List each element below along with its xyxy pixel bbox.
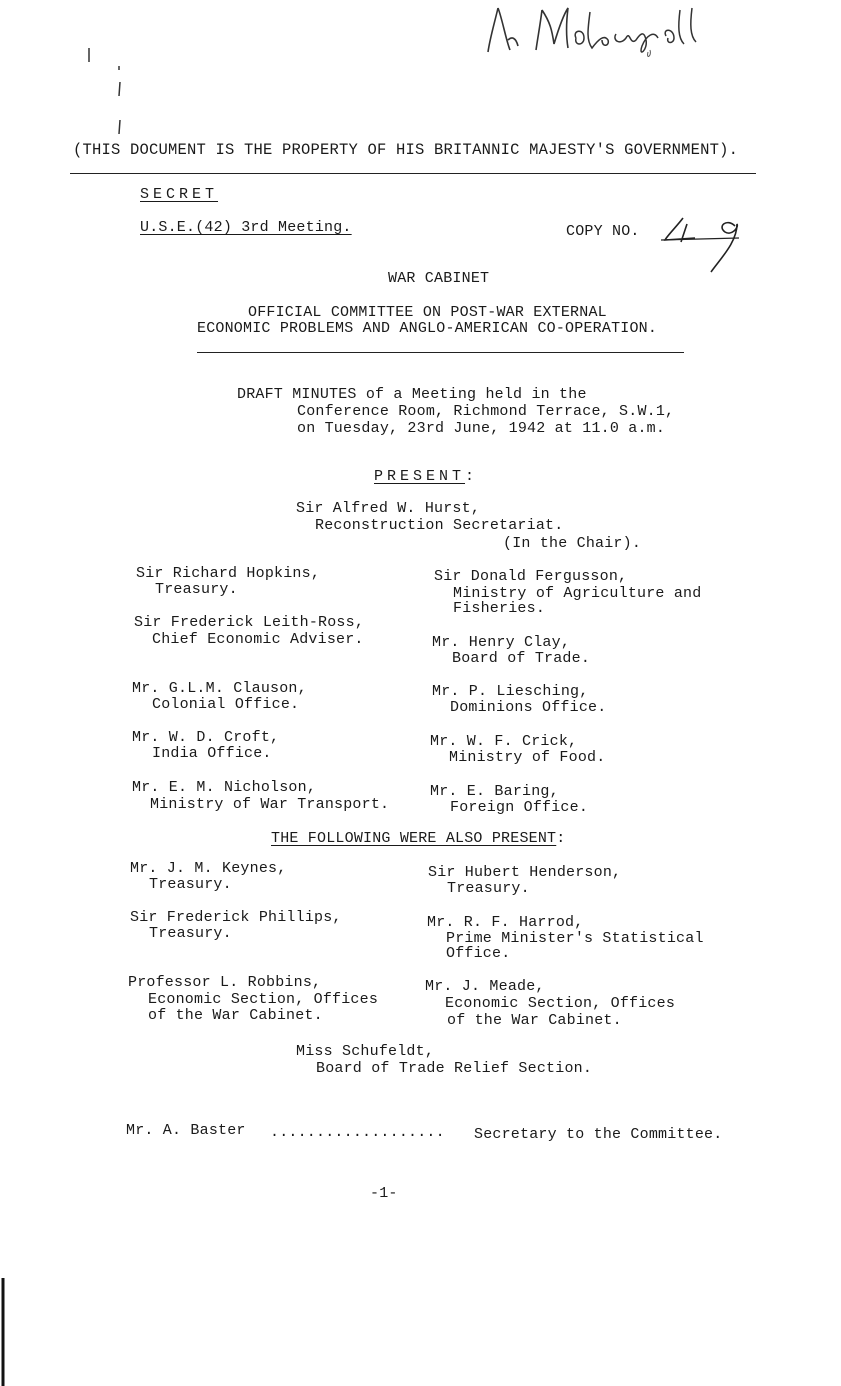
attendee-name: Mr. E. M. Nicholson, — [132, 779, 317, 796]
minutes-line-2: Conference Room, Richmond Terrace, S.W.1, — [297, 403, 675, 420]
attendee-office: Treasury. — [447, 880, 530, 897]
attendee-office: Board of Trade. — [452, 650, 591, 667]
attendee-name: Mr. Henry Clay, — [432, 634, 571, 651]
margin-marks — [84, 44, 128, 144]
attendee-office: India Office. — [152, 745, 272, 762]
committee-line-1: OFFICIAL COMMITTEE ON POST-WAR EXTERNAL — [248, 304, 607, 321]
page-number: -1- — [370, 1185, 398, 1202]
attendee-name: Mr. J. Meade, — [425, 978, 545, 995]
attendee-office: Treasury. — [149, 876, 232, 893]
property-notice: (THIS DOCUMENT IS THE PROPERTY OF HIS BRITANNIC MAJESTY'S GOVERNMENT). — [73, 141, 739, 159]
attendee-name: Sir Richard Hopkins, — [136, 565, 321, 582]
secretary-leader: ................... — [270, 1124, 445, 1141]
secretary-name: Mr. A. Baster — [126, 1122, 246, 1139]
attendee-office: Colonial Office. — [152, 696, 300, 713]
also-present-heading: THE FOLLOWING WERE ALSO PRESENT: — [271, 830, 566, 847]
attendee-name: Sir Frederick Leith-Ross, — [134, 614, 365, 631]
meeting-reference: U.S.E.(42) 3rd Meeting. — [140, 219, 352, 236]
attendee-office: Foreign Office. — [450, 799, 589, 816]
attendee-name: Mr. E. Baring, — [430, 783, 559, 800]
secretary-role: Secretary to the Committee. — [474, 1126, 723, 1143]
attendee-office: Fisheries. — [453, 600, 546, 617]
attendee-office: Dominions Office. — [450, 699, 607, 716]
attendee-office: Chief Economic Adviser. — [152, 631, 364, 648]
attendee-office: Treasury. — [155, 581, 238, 598]
attendee-name: Mr. W. D. Croft, — [132, 729, 280, 746]
attendee-name: Sir Hubert Henderson, — [428, 864, 622, 881]
attendee-office: Office. — [446, 945, 511, 962]
attendee-office: Ministry of Food. — [449, 749, 606, 766]
also-present-heading-text: THE FOLLOWING WERE ALSO PRESENT — [271, 830, 557, 847]
handwritten-signature — [480, 0, 740, 70]
attendee-office: Ministry of War Transport. — [150, 796, 390, 813]
attendee-name: Mr. G.L.M. Clauson, — [132, 680, 307, 697]
classification: SECRET — [140, 186, 219, 203]
copy-number — [655, 212, 750, 274]
attendee-office: Ministry of Agriculture and — [453, 585, 702, 602]
attendee-office: Economic Section, Offices — [148, 991, 379, 1008]
attendee-name: Mr. J. M. Keynes, — [130, 860, 287, 877]
left-edge-mark — [0, 1278, 8, 1386]
attendee-name: Sir Donald Fergusson, — [434, 568, 628, 585]
title-rule — [197, 352, 684, 353]
attendee-office: Board of Trade Relief Section. — [316, 1060, 593, 1077]
attendee-office: Prime Minister's Statistical — [446, 930, 704, 947]
copy-label: COPY NO. — [566, 223, 640, 240]
chair-name: Sir Alfred W. Hurst, — [296, 500, 481, 517]
attendee-office: of the War Cabinet. — [447, 1012, 622, 1029]
present-heading-text: PRESENT — [374, 468, 466, 485]
chair-role: (In the Chair). — [503, 535, 642, 552]
attendee-office: of the War Cabinet. — [148, 1007, 323, 1024]
attendee-name: Mr. R. F. Harrod, — [427, 914, 584, 931]
attendee-name: Professor L. Robbins, — [128, 974, 322, 991]
minutes-line-1: DRAFT MINUTES of a Meeting held in the — [237, 386, 587, 403]
minutes-line-3: on Tuesday, 23rd June, 1942 at 11.0 a.m. — [297, 420, 666, 437]
attendee-office: Economic Section, Offices — [445, 995, 676, 1012]
present-heading: PRESENT: — [374, 468, 475, 485]
attendee-name: Miss Schufeldt, — [296, 1043, 435, 1060]
attendee-name: Mr. W. F. Crick, — [430, 733, 578, 750]
body-name: WAR CABINET — [388, 270, 490, 287]
chair-office: Reconstruction Secretariat. — [315, 517, 564, 534]
attendee-office: Treasury. — [149, 925, 232, 942]
committee-line-2: ECONOMIC PROBLEMS AND ANGLO-AMERICAN CO-OPERATION. — [197, 320, 658, 337]
attendee-name: Mr. P. Liesching, — [432, 683, 589, 700]
copy-number-handwriting — [655, 212, 750, 274]
header-rule — [70, 173, 756, 174]
attendee-name: Sir Frederick Phillips, — [130, 909, 342, 926]
